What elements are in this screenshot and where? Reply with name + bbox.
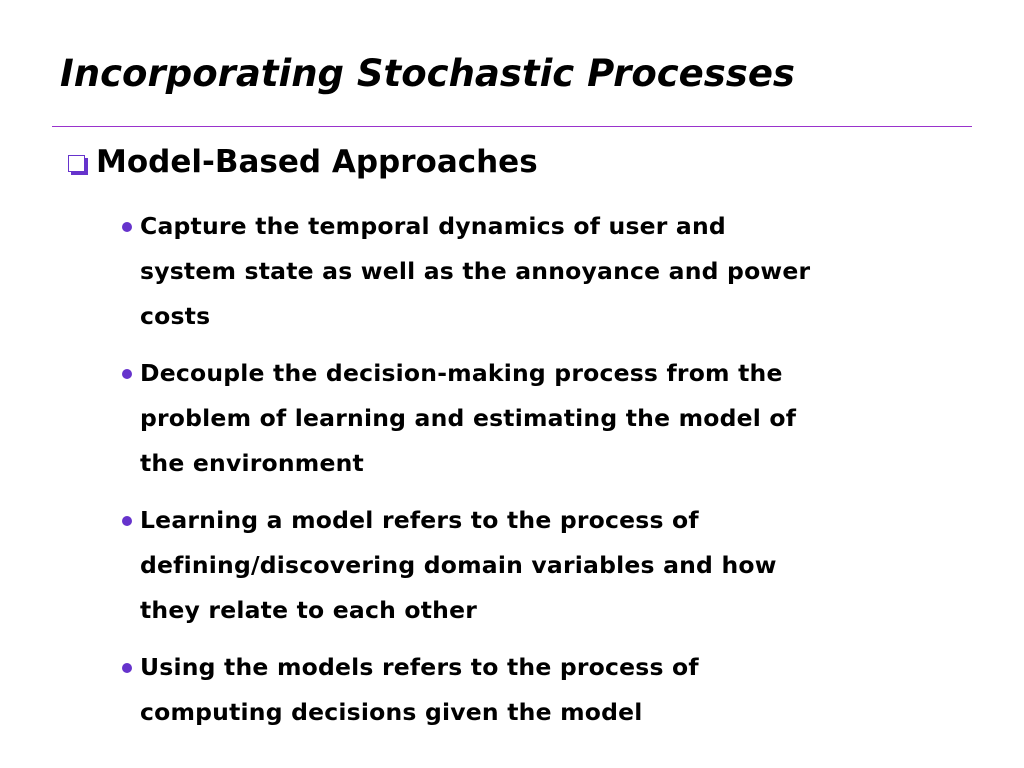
- bullet-line: Learning a model refers to the process of: [140, 506, 699, 534]
- section-heading: Model-Based Approaches: [96, 144, 538, 180]
- bullet-text: [140, 351, 970, 486]
- bullet-list: [122, 204, 982, 747]
- round-bullet-icon: [122, 516, 132, 526]
- bullet-line: Capture the temporal dynamics of user and: [140, 212, 726, 240]
- bullet-text: [140, 204, 970, 339]
- round-bullet-icon: [122, 222, 132, 232]
- bullet-line: Using the models refers to the process of: [140, 653, 699, 681]
- bullet-line: Decouple the decision-making process from the: [140, 359, 783, 387]
- round-bullet-icon: [122, 663, 132, 673]
- title-divider: [52, 126, 972, 127]
- bullet-line: computing decisions given the model: [140, 698, 643, 726]
- hollow-square-bullet-icon: [68, 155, 85, 172]
- bullet-line: costs: [140, 302, 211, 330]
- bullet-line: they relate to each other: [140, 596, 478, 624]
- section-header: [68, 140, 538, 184]
- bullet-text: [140, 645, 970, 735]
- bullet-item: [122, 498, 982, 633]
- bullet-line: defining/discovering domain variables and how: [140, 551, 777, 579]
- bullet-item: [122, 645, 982, 735]
- bullet-text: [140, 498, 970, 633]
- bullet-line: the environment: [140, 449, 364, 477]
- bullet-item: [122, 351, 982, 486]
- bullet-item: [122, 204, 982, 339]
- bullet-line: problem of learning and estimating the model of: [140, 404, 797, 432]
- round-bullet-icon: [122, 369, 132, 379]
- slide-title: Incorporating Stochastic Processes: [60, 52, 795, 95]
- bullet-line: system state as well as the annoyance and power: [140, 257, 811, 285]
